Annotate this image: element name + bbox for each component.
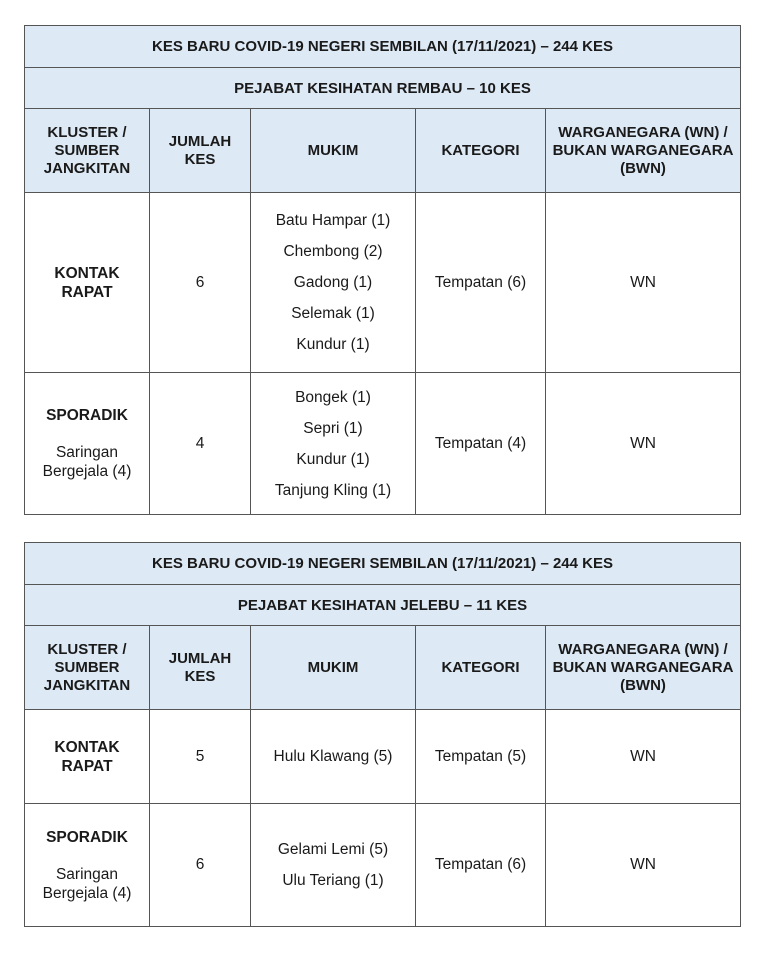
cluster-label: SPORADIK — [46, 407, 128, 424]
table-row — [25, 804, 741, 927]
kategori-cell: Tempatan (5) — [416, 710, 546, 804]
rembau-case-table — [24, 25, 741, 515]
cluster-label: SPORADIK — [46, 828, 128, 846]
col-header-cluster: KLUSTER / SUMBER JANGKITAN — [25, 109, 150, 193]
mukim-cell — [251, 804, 416, 927]
col-header-citizenship: WARGANEGARA (WN) / BUKAN WARGANEGARA (BWN) — [546, 109, 741, 193]
col-header-kategori: KATEGORI — [416, 109, 546, 193]
col-header-total: JUMLAH KES — [150, 109, 251, 193]
mukim-item: Gelami Lemi (5) — [277, 841, 389, 858]
kategori-cell: Tempatan (4) — [416, 373, 546, 515]
col-header-total: JUMLAH KES — [150, 626, 251, 710]
mukim-item: Kundur (1) — [296, 336, 370, 353]
col-header-mukim: MUKIM — [251, 626, 416, 710]
total-cell: 6 — [150, 804, 251, 927]
office-title: PEJABAT KESIHATAN JELEBU – 11 KES — [25, 585, 741, 626]
mukim-item: Hulu Klawang (5) — [273, 748, 393, 765]
cluster-label: KONTAK RAPAT — [54, 264, 120, 301]
col-header-kategori: KATEGORI — [416, 626, 546, 710]
total-cell: 6 — [150, 193, 251, 373]
citizenship-cell: WN — [546, 373, 741, 515]
cluster-cell — [25, 710, 150, 804]
mukim-item: Batu Hampar (1) — [275, 212, 391, 229]
mukim-cell — [251, 710, 416, 804]
table-title: KES BARU COVID-19 NEGERI SEMBILAN (17/11/2021) – 244 KES — [25, 543, 741, 585]
mukim-item: Bongek (1) — [295, 388, 371, 406]
mukim-item: Sepri (1) — [303, 419, 363, 437]
mukim-item: Chembong (2) — [283, 243, 383, 260]
table-row — [25, 193, 741, 373]
citizenship-cell: WN — [546, 804, 741, 927]
cluster-note: Saringan Bergejala (4) — [42, 444, 132, 480]
cluster-cell — [25, 373, 150, 515]
cluster-cell — [25, 804, 150, 927]
mukim-item: Ulu Teriang (1) — [282, 872, 384, 889]
jelebu-case-table — [24, 542, 741, 927]
mukim-item: Selemak (1) — [291, 305, 375, 322]
col-header-citizenship: WARGANEGARA (WN) / BUKAN WARGANEGARA (BWN) — [546, 626, 741, 710]
mukim-cell — [251, 373, 416, 515]
mukim-item: Kundur (1) — [296, 450, 370, 468]
total-cell: 4 — [150, 373, 251, 515]
cluster-note: Saringan Bergejala (4) — [42, 865, 132, 902]
table-row — [25, 373, 741, 515]
office-title: PEJABAT KESIHATAN REMBAU – 10 KES — [25, 68, 741, 109]
mukim-item: Tanjung Kling (1) — [274, 481, 392, 499]
table-title: KES BARU COVID-19 NEGERI SEMBILAN (17/11/2021) – 244 KES — [25, 26, 741, 68]
citizenship-cell: WN — [546, 710, 741, 804]
cluster-label: KONTAK RAPAT — [54, 738, 120, 775]
cluster-cell — [25, 193, 150, 373]
total-cell: 5 — [150, 710, 251, 804]
col-header-mukim: MUKIM — [251, 109, 416, 193]
mukim-item: Gadong (1) — [293, 274, 373, 291]
kategori-cell: Tempatan (6) — [416, 804, 546, 927]
mukim-cell — [251, 193, 416, 373]
table-row — [25, 710, 741, 804]
col-header-cluster: KLUSTER / SUMBER JANGKITAN — [25, 626, 150, 710]
citizenship-cell: WN — [546, 193, 741, 373]
kategori-cell: Tempatan (6) — [416, 193, 546, 373]
